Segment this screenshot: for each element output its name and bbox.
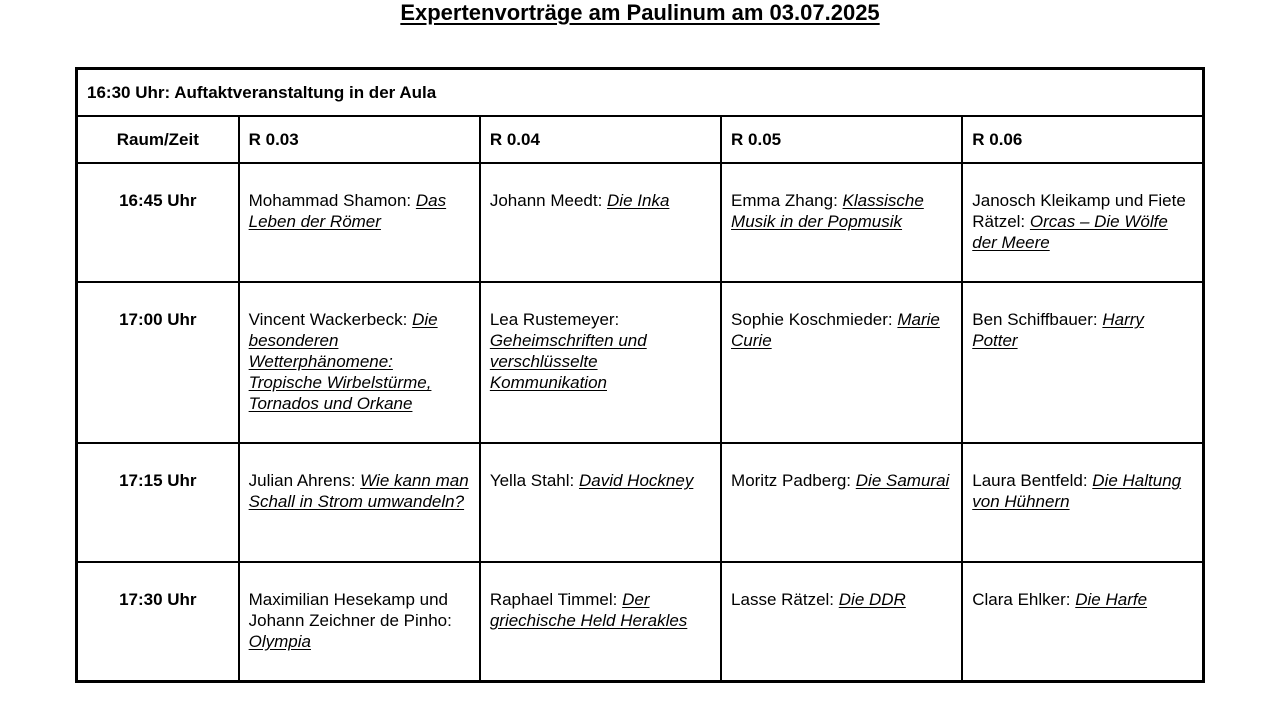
speaker-name: Sophie Koschmieder: <box>731 310 893 329</box>
time-slot-row <box>77 562 1204 682</box>
talk-topic-link[interactable]: Die Harfe <box>1075 590 1148 609</box>
talk-cell <box>239 282 480 443</box>
speaker-name: Moritz Padberg: <box>731 471 852 490</box>
talk-cell <box>721 562 962 682</box>
speaker-name: Julian Ahrens: <box>248 471 356 490</box>
speaker-name: Janosch Kleikamp und Fiete Rätzel: <box>972 191 1186 231</box>
opening-row <box>77 69 1204 117</box>
talk-topic-link[interactable]: Die besonderen Wetterphänomene: Tropische Wirbelstürme, Tornados und Orkane <box>248 310 438 413</box>
speaker-name: Mohammad Shamon: <box>248 191 412 210</box>
speaker-name: Vincent Wackerbeck: <box>248 310 408 329</box>
time-slot-row <box>77 443 1204 562</box>
talk-cell <box>962 163 1203 282</box>
speaker-name: Yella Stahl: <box>489 471 575 490</box>
talk-cell <box>480 562 721 682</box>
speaker-name: Lea Rustemeyer: <box>489 310 620 329</box>
talk-cell <box>239 163 480 282</box>
talk-cell <box>962 562 1203 682</box>
talk-cell <box>962 282 1203 443</box>
talk-topic-link[interactable]: Orcas – Die Wölfe der Meere <box>972 212 1168 252</box>
talk-cell <box>480 443 721 562</box>
talk-topic-link[interactable]: Geheimschriften und verschlüsselte Kommunikation <box>489 331 647 392</box>
slot-time: 17:15 Uhr <box>77 443 239 562</box>
slot-time: 17:00 Uhr <box>77 282 239 443</box>
talk-cell <box>721 443 962 562</box>
talk-topic-link[interactable]: Olympia <box>248 632 311 651</box>
talk-topic-link[interactable]: Die Haltung von Hühnern <box>972 471 1182 511</box>
speaker-name: Ben Schiffbauer: <box>972 310 1098 329</box>
talk-cell <box>480 282 721 443</box>
opening-event: 16:30 Uhr: Auftaktveranstaltung in der Aula <box>77 69 1204 117</box>
time-column-header: Raum/Zeit <box>77 116 239 163</box>
header-row <box>77 116 1204 163</box>
talk-topic-link[interactable]: Das Leben der Römer <box>248 191 447 231</box>
speaker-name: Lasse Rätzel: <box>731 590 835 609</box>
talk-cell <box>721 282 962 443</box>
talk-topic-link[interactable]: Wie kann man Schall in Strom umwandeln? <box>248 471 469 511</box>
talk-topic-link[interactable]: Marie Curie <box>731 310 940 350</box>
talk-topic-link[interactable]: Die DDR <box>838 590 906 609</box>
page-title: Expertenvorträge am Paulinum am 03.07.2025 <box>400 0 880 25</box>
slot-time: 17:30 Uhr <box>77 562 239 682</box>
talk-topic-link[interactable]: Die Samurai <box>855 471 950 490</box>
talk-topic-link[interactable]: Der griechische Held Herakles <box>489 590 688 630</box>
talk-cell <box>239 562 480 682</box>
room-header: R 0.04 <box>480 116 721 163</box>
slot-time: 16:45 Uhr <box>77 163 239 282</box>
speaker-name: Raphael Timmel: <box>489 590 618 609</box>
speaker-name: Emma Zhang: <box>731 191 838 210</box>
speaker-name: Maximilian Hesekamp und Johann Zeichner de Pinho: <box>248 590 452 630</box>
talk-cell <box>239 443 480 562</box>
room-header: R 0.03 <box>239 116 480 163</box>
talk-cell <box>480 163 721 282</box>
talk-topic-link[interactable]: Klassische Musik in der Popmusik <box>731 191 924 231</box>
talk-cell <box>721 163 962 282</box>
time-slot-row <box>77 282 1204 443</box>
speaker-name: Clara Ehlker: <box>972 590 1071 609</box>
talk-topic-link[interactable]: Die Inka <box>607 191 670 210</box>
speaker-name: Laura Bentfeld: <box>972 471 1088 490</box>
room-header: R 0.05 <box>721 116 962 163</box>
room-header: R 0.06 <box>962 116 1203 163</box>
time-slot-row <box>77 163 1204 282</box>
speaker-name: Johann Meedt: <box>489 191 603 210</box>
talk-cell <box>962 443 1203 562</box>
talk-topic-link[interactable]: David Hockney <box>579 471 694 490</box>
talk-topic-link[interactable]: Harry Potter <box>972 310 1144 350</box>
schedule-table <box>75 67 1205 683</box>
